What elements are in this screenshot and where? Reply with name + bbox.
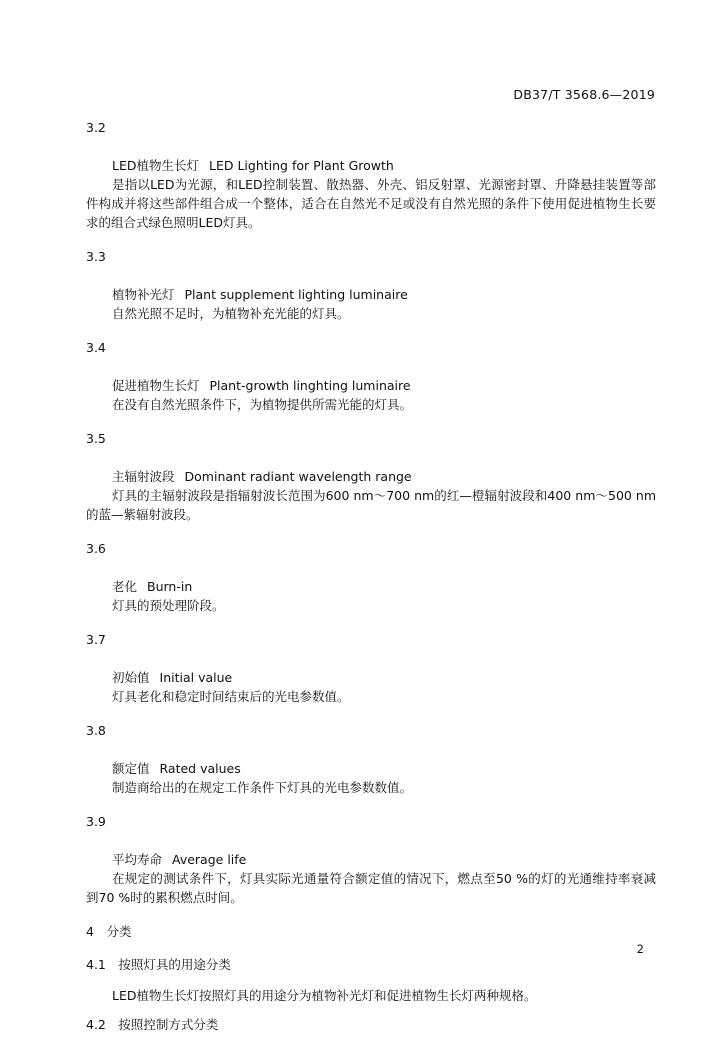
term-definition: 在规定的测试条件下，灯具实际光通量符合额定值的情况下，燃点至50 %的灯的光通维持率衰减到70 %时的累积燃点时间。 [86, 871, 656, 905]
section-4-1-heading: 4.1 按照灯具的用途分类 [86, 957, 231, 972]
term-definition: 是指以LED为光源，和LED控制装置、散热器、外壳、铝反射罩、光源密封罩、升降悬挂装置等部件构成并将这些部件组合成一个整体，适合在自然光不足或没有自然光照的条件下使用促进植物生长要求的组合式绿色照明LED灯具。 [86, 177, 656, 230]
term-number: 3.8 [86, 723, 106, 738]
term-number: 3.3 [86, 249, 106, 264]
term-english: Rated values [159, 761, 241, 776]
term-chinese: 额定值 [112, 761, 150, 776]
term-title [112, 285, 656, 304]
term-definition: 自然光照不足时，为植物补充光能的灯具。 [112, 306, 350, 321]
term-entry-3-4 [86, 338, 656, 414]
term-entry-3-7 [86, 630, 656, 706]
term-chinese: 植物补光灯 [112, 287, 175, 302]
term-chinese: 平均寿命 [112, 852, 163, 867]
term-entry-3-5 [86, 429, 656, 524]
term-english: Plant-growth linghting luminaire [209, 378, 411, 393]
term-chinese: 老化 [112, 579, 138, 594]
term-english: LED Lighting for Plant Growth [209, 158, 394, 173]
term-english: Plant supplement lighting luminaire [184, 287, 408, 302]
term-english: Burn-in [147, 579, 193, 594]
term-english: Initial value [159, 670, 233, 685]
term-entry-3-2 [86, 118, 656, 232]
document-body [86, 118, 656, 1046]
term-number: 3.2 [86, 120, 106, 135]
term-number: 3.6 [86, 541, 106, 556]
page-number: 2 [636, 942, 644, 956]
term-number: 3.9 [86, 814, 106, 829]
term-number: 3.7 [86, 632, 106, 647]
term-definition: 灯具的主辐射波段是指辐射波长范围为600 nm～700 nm的红—橙辐射波段和400 nm～500 nm的蓝—紫辐射波段。 [86, 488, 656, 522]
term-english: Dominant radiant wavelength range [184, 469, 412, 484]
term-entry-3-3 [86, 247, 656, 323]
term-definition: 在没有自然光照条件下，为植物提供所需光能的灯具。 [112, 397, 413, 412]
term-definition: 制造商给出的在规定工作条件下灯具的光电参数数值。 [112, 780, 413, 795]
term-number: 3.5 [86, 431, 106, 446]
term-number: 3.4 [86, 340, 106, 355]
term-title [112, 850, 656, 869]
term-title [112, 156, 656, 175]
term-chinese: 促进植物生长灯 [112, 378, 200, 393]
section-4-1-text: LED植物生长灯按照灯具的用途分为植物补光灯和促进植物生长灯两种规格。 [112, 988, 537, 1003]
term-english: Average life [172, 852, 247, 867]
document-id-header: DB37/T 3568.6—2019 [513, 87, 655, 102]
term-definition: 灯具老化和稳定时间结束后的光电参数值。 [112, 689, 350, 704]
term-title [112, 759, 656, 778]
term-title [112, 577, 656, 596]
section-4-2-heading: 4.2 按照控制方式分类 [86, 1017, 219, 1032]
term-chinese: 初始值 [112, 670, 150, 685]
term-chinese: 主辐射波段 [112, 469, 175, 484]
term-definition: 灯具的预处理阶段。 [112, 598, 225, 613]
term-entry-3-8 [86, 721, 656, 797]
term-title [112, 467, 656, 486]
term-title [112, 668, 656, 687]
term-entry-3-9 [86, 812, 656, 907]
term-title [112, 376, 656, 395]
chapter-4-heading: 4 分类 [86, 924, 132, 939]
term-entry-3-6 [86, 539, 656, 615]
term-chinese: LED植物生长灯 [112, 158, 199, 173]
